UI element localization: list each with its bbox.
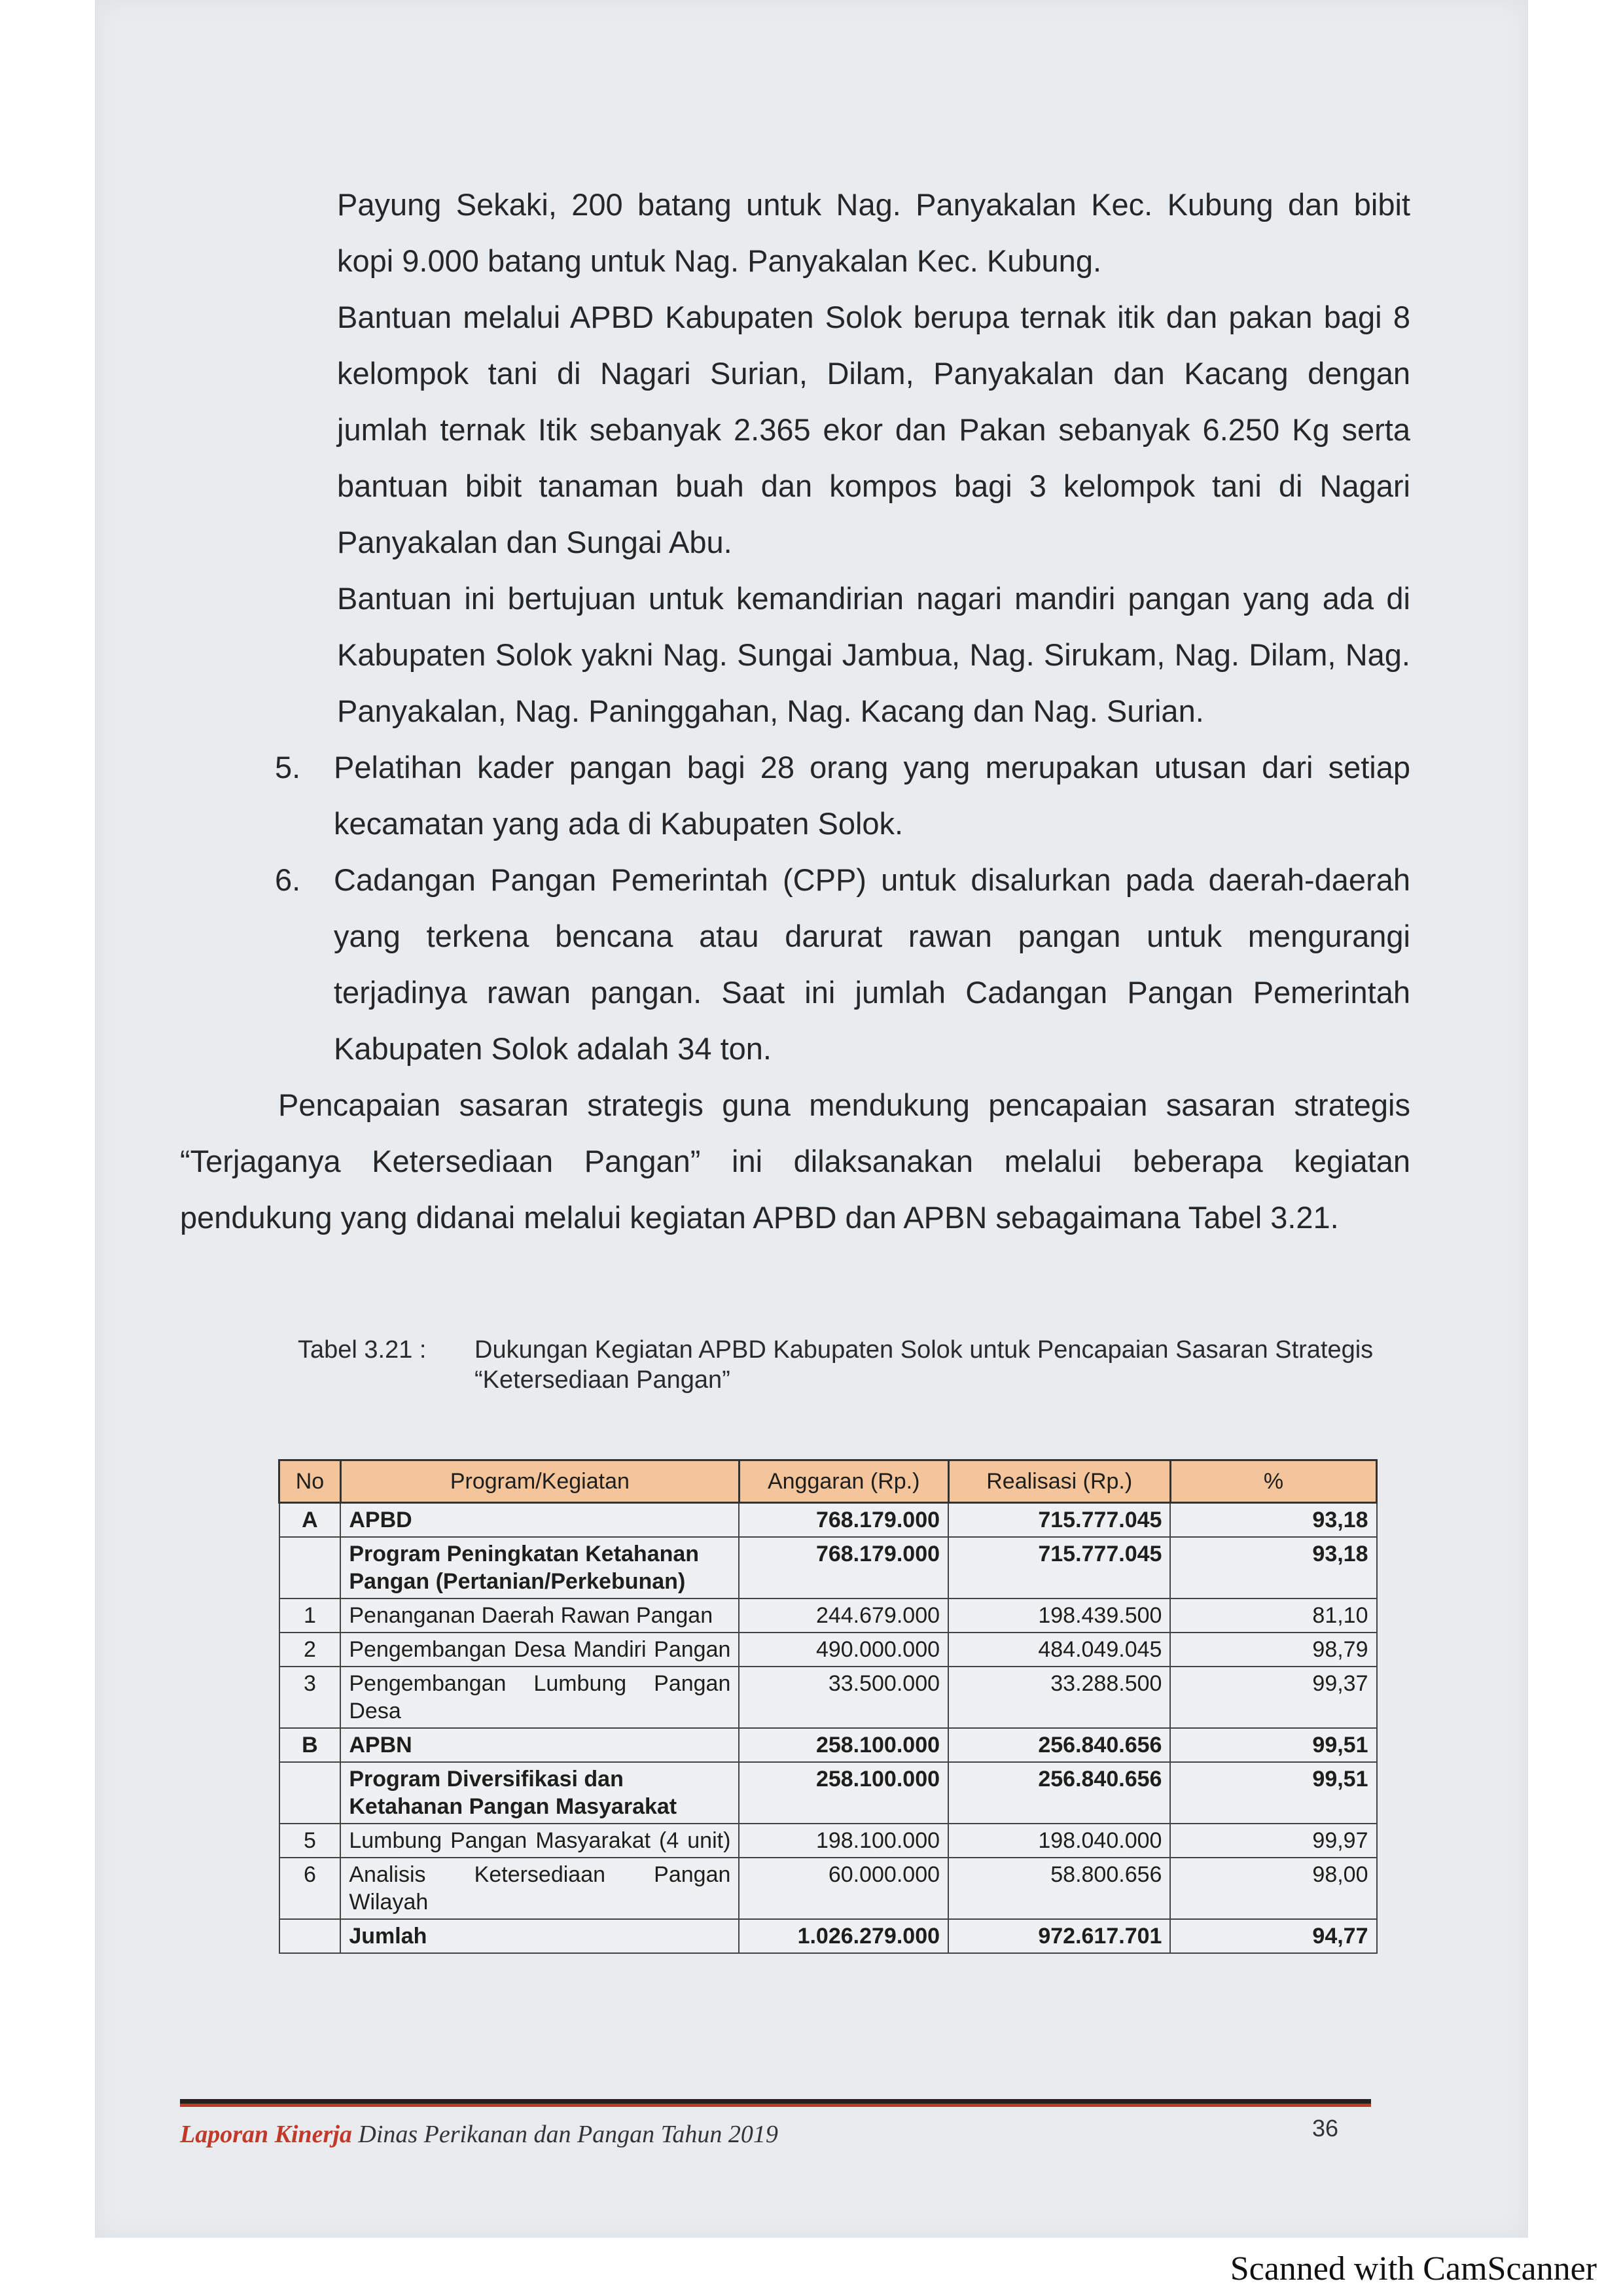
table-row <box>279 1537 1377 1598</box>
cell-anggaran: 258.100.000 <box>739 1728 948 1762</box>
cell-program: Program Diversifikasi dan Ketahanan Pangan Masyarakat <box>340 1762 739 1824</box>
footer-title <box>180 2120 778 2149</box>
cell-anggaran: 33.500.000 <box>739 1667 948 1728</box>
cell-anggaran: 768.179.000 <box>739 1503 948 1538</box>
cell-realisasi: 198.439.500 <box>948 1598 1170 1633</box>
cell-realisasi: 58.800.656 <box>948 1858 1170 1919</box>
cell-percent: 99,97 <box>1170 1824 1376 1858</box>
scanned-page <box>95 0 1528 2238</box>
list-item-6 <box>275 852 1410 1077</box>
cell-percent: 93,18 <box>1170 1503 1376 1538</box>
cell-percent: 93,18 <box>1170 1537 1376 1598</box>
cell-percent: 99,51 <box>1170 1728 1376 1762</box>
cell-percent: 98,00 <box>1170 1858 1376 1919</box>
header-realisasi: Realisasi (Rp.) <box>948 1460 1170 1503</box>
cell-no: 3 <box>279 1667 341 1728</box>
footer-rule <box>180 2099 1371 2107</box>
cell-percent: 99,51 <box>1170 1762 1376 1824</box>
cell-percent: 98,79 <box>1170 1633 1376 1667</box>
cell-anggaran: 60.000.000 <box>739 1858 948 1919</box>
cell-realisasi: 256.840.656 <box>948 1728 1170 1762</box>
cell-anggaran: 258.100.000 <box>739 1762 948 1824</box>
cell-program: APBN <box>340 1728 739 1762</box>
scan-watermark: Scanned with CamScanner <box>1230 2250 1597 2287</box>
paragraph-seed-aid: Payung Sekaki, 200 batang untuk Nag. Panyakalan Kec. Kubung dan bibit kopi 9.000 batang untuk Nag. Panyakalan Kec. Kubung. <box>337 187 1410 278</box>
cell-percent: 94,77 <box>1170 1919 1376 1953</box>
cell-no <box>279 1762 341 1824</box>
header-anggaran: Anggaran (Rp.) <box>739 1460 948 1503</box>
cell-anggaran: 490.000.000 <box>739 1633 948 1667</box>
paragraph-apbd-aid: Bantuan melalui APBD Kabupaten Solok berupa ternak itik dan pakan bagi 8 kelompok tani di Nagari Surian, Dilam, Panyakalan dan Kacang dengan jumlah ternak Itik sebanyak 2.365 ekor dan Pakan sebanyak 6.250 Kg serta bantuan bibit tanaman buah dan kompos bagi 3 kelompok tani di Nagari Panyakalan dan Sungai Abu. <box>337 300 1410 559</box>
table-row <box>279 1919 1377 1953</box>
cell-program: Program Peningkatan Ketahanan Pangan (Pertanian/Perkebunan) <box>340 1537 739 1598</box>
budget-table <box>278 1459 1378 1954</box>
cell-program: APBD <box>340 1503 739 1538</box>
cell-no: A <box>279 1503 341 1538</box>
cell-no: 6 <box>279 1858 341 1919</box>
list-number: 5. <box>275 750 301 785</box>
cell-realisasi: 715.777.045 <box>948 1503 1170 1538</box>
list-number: 6. <box>275 862 301 897</box>
cell-anggaran: 244.679.000 <box>739 1598 948 1633</box>
cell-no: 5 <box>279 1824 341 1858</box>
list-text: Cadangan Pangan Pemerintah (CPP) untuk disalurkan pada daerah-daerah yang terkena bencana atau darurat rawan pangan untuk mengurangi terjadinya rawan pangan. Saat ini jumlah Cadangan Pangan Pemerintah Kabupaten Solok adalah 34 ton. <box>334 862 1410 1066</box>
header-no: No <box>279 1460 341 1503</box>
cell-no <box>279 1537 341 1598</box>
paragraph-summary: Pencapaian sasaran strategis guna mendukung pencapaian sasaran strategis “Terjaganya Ketersediaan Pangan” ini dilaksanakan melalui beberapa kegiatan pendukung yang didanai melalui kegiatan APBD dan APBN sebagaimana Tabel 3.21. <box>180 1087 1410 1235</box>
cell-no: 1 <box>279 1598 341 1633</box>
cell-program: Lumbung Pangan Masyarakat (4 unit) <box>340 1824 739 1858</box>
cell-anggaran: 768.179.000 <box>739 1537 948 1598</box>
table-row <box>279 1667 1377 1728</box>
cell-realisasi: 198.040.000 <box>948 1824 1170 1858</box>
cell-program: Pengembangan Desa Mandiri Pangan <box>340 1633 739 1667</box>
cell-realisasi: 972.617.701 <box>948 1919 1170 1953</box>
table-row <box>279 1762 1377 1824</box>
cell-no: 2 <box>279 1633 341 1667</box>
caption-text: Dukungan Kegiatan APBD Kabupaten Solok untuk Pencapaian Sasaran Strategis “Ketersediaan Pangan” <box>474 1336 1374 1394</box>
list-text: Pelatihan kader pangan bagi 28 orang yang merupakan utusan dari setiap kecamatan yang ada di Kabupaten Solok. <box>334 750 1410 841</box>
footer-title-red: Laporan Kinerja <box>180 2121 352 2148</box>
cell-realisasi: 256.840.656 <box>948 1762 1170 1824</box>
page-number: 36 <box>1312 2115 1339 2142</box>
cell-percent: 99,37 <box>1170 1667 1376 1728</box>
cell-realisasi: 33.288.500 <box>948 1667 1170 1728</box>
table-row <box>279 1824 1377 1858</box>
cell-no <box>279 1919 341 1953</box>
cell-program: Penanganan Daerah Rawan Pangan <box>340 1598 739 1633</box>
list-item-5 <box>275 739 1410 852</box>
table-row <box>279 1728 1377 1762</box>
table-row <box>279 1633 1377 1667</box>
cell-percent: 81,10 <box>1170 1598 1376 1633</box>
cell-program: Pengembangan Lumbung Pangan Desa <box>340 1667 739 1728</box>
caption-label: Tabel 3.21 : <box>298 1336 427 1364</box>
footer-title-rest: Dinas Perikanan dan Pangan Tahun 2019 <box>351 2121 778 2148</box>
cell-anggaran: 1.026.279.000 <box>739 1919 948 1953</box>
paragraph-aid-purpose: Bantuan ini bertujuan untuk kemandirian nagari mandiri pangan yang ada di Kabupaten Solok yakni Nag. Sungai Jambua, Nag. Sirukam, Nag. Dilam, Nag. Panyakalan, Nag. Paninggahan, Nag. Kacang dan Nag. Surian. <box>337 581 1410 728</box>
table-row <box>279 1503 1377 1538</box>
cell-realisasi: 715.777.045 <box>948 1537 1170 1598</box>
table-caption <box>298 1335 1476 1395</box>
header-percent: % <box>1170 1460 1376 1503</box>
cell-program: Jumlah <box>340 1919 739 1953</box>
table-row <box>279 1858 1377 1919</box>
header-program: Program/Kegiatan <box>340 1460 739 1503</box>
table-row <box>279 1598 1377 1633</box>
cell-program: Analisis Ketersediaan Pangan Wilayah <box>340 1858 739 1919</box>
table-header-row <box>279 1460 1377 1503</box>
cell-realisasi: 484.049.045 <box>948 1633 1170 1667</box>
cell-no: B <box>279 1728 341 1762</box>
cell-anggaran: 198.100.000 <box>739 1824 948 1858</box>
